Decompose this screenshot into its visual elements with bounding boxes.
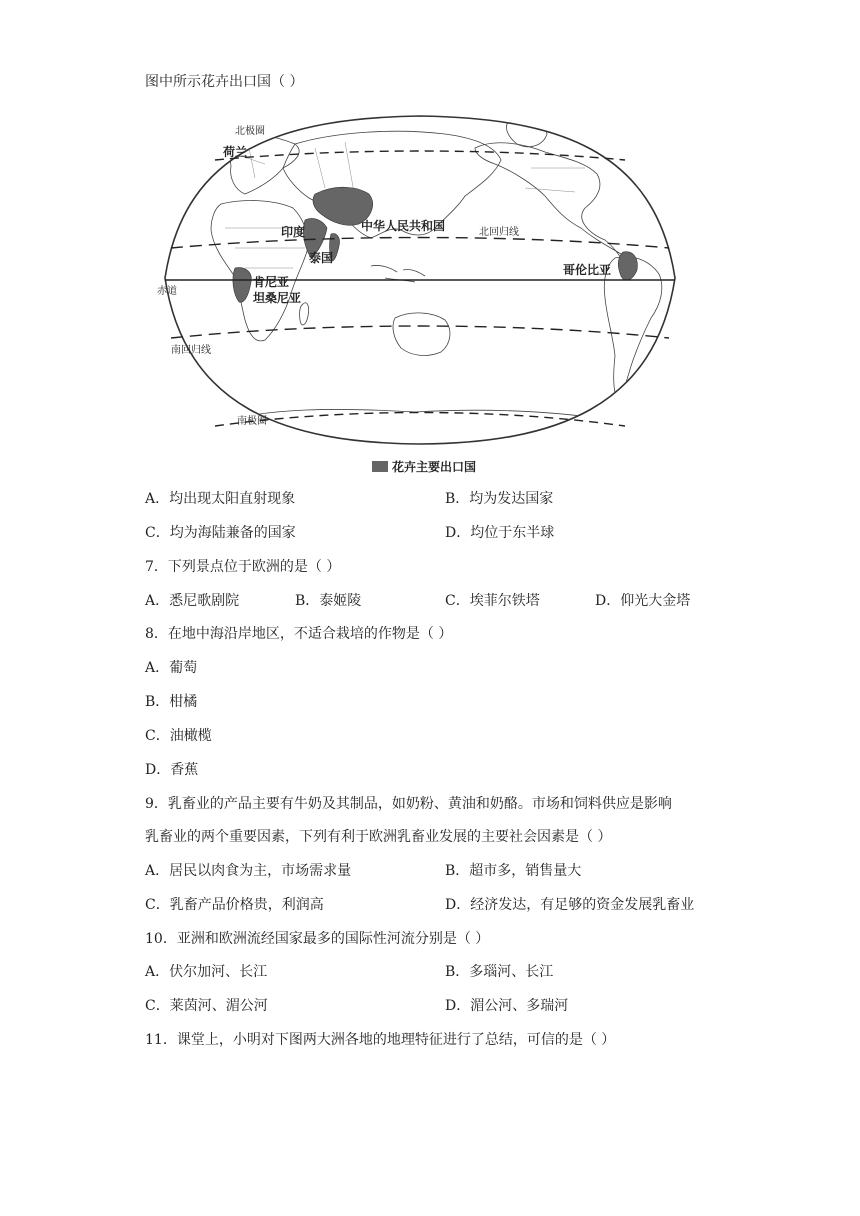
q8-option-d[interactable]: D．香蕉 [145,762,199,778]
q10-option-d[interactable]: D．湄公河、多瑞河 [445,998,569,1014]
label-equator: 赤道 [157,286,177,297]
q9-option-a[interactable]: A．居民以肉食为主，市场需求量 [145,863,352,879]
label-colombia: 哥伦比亚 [563,263,612,277]
label-kenya: 肯尼亚 [253,275,290,289]
label-tropic-of-cancer: 北回归线 [479,227,519,238]
label-antarctic-circle: 南极圈 [237,416,267,427]
map-legend [372,458,476,475]
legend-swatch [372,461,388,472]
q10-option-a[interactable]: A．伏尔加河、长江 [145,964,268,980]
question-8-stem: 8．在地中海沿岸地区，不适合栽培的作物是（ ） [145,626,453,642]
q8-option-b[interactable]: B．柑橘 [145,694,198,710]
q9-option-d[interactable]: D．经济发达，有足够的资金发展乳畜业 [445,897,695,913]
label-india: 印度 [281,225,306,239]
question-7-stem: 7．下列景点位于欧洲的是（ ） [145,559,341,575]
q7-option-b[interactable]: B．泰姬陵 [295,593,362,609]
label-thailand: 泰国 [309,251,334,265]
q9-option-c[interactable]: C．乳畜产品价格贵，利润高 [145,897,324,913]
legend-label: 花卉主要出口国 [392,460,477,474]
world-map-figure [145,108,695,478]
q10-option-b[interactable]: B．多瑙河、长江 [445,964,554,980]
q6-option-a[interactable]: A．均出现太阳直射现象 [145,491,296,507]
question-10-stem: 10．亚洲和欧洲流经国家最多的国际性河流分别是（ ） [145,931,490,947]
question-9-stem-line-1: 9．乳畜业的产品主要有牛奶及其制品，如奶粉、黄油和奶酪。市场和饲料供应是影响 [145,796,672,812]
label-china: 中华人民共和国 [361,219,446,233]
q7-option-c[interactable]: C．埃菲尔铁塔 [445,593,540,609]
q7-option-d[interactable]: D．仰光大金塔 [595,593,691,609]
world-map [145,108,695,453]
question-9-stem-line-2: 乳畜业的两个重要因素，下列有利于欧洲乳畜业发展的主要社会因素是（ ） [145,829,612,845]
q6-option-c[interactable]: C．均为海陆兼备的国家 [145,525,296,541]
label-tropic-of-capricorn: 南回归线 [171,345,211,356]
q9-option-b[interactable]: B．超市多，销售量大 [445,863,582,879]
question-6-stem: 图中所示花卉出口国（ ） [145,74,304,90]
q8-option-c[interactable]: C．油橄榄 [145,728,212,744]
question-11-stem: 11．课堂上，小明对下图两大洲各地的地理特征进行了总结，可信的是（ ） [145,1032,616,1048]
q6-option-b[interactable]: B．均为发达国家 [445,491,554,507]
label-netherlands: 荷兰 [223,145,248,159]
q10-option-c[interactable]: C．莱茵河、湄公河 [145,998,268,1014]
q7-option-a[interactable]: A．悉尼歌剧院 [145,593,240,609]
label-tanzania: 坦桑尼亚 [253,291,302,305]
label-arctic-circle: 北极圈 [235,126,265,137]
q6-option-d[interactable]: D．均位于东半球 [445,525,555,541]
q8-option-a[interactable]: A．葡萄 [145,660,198,676]
